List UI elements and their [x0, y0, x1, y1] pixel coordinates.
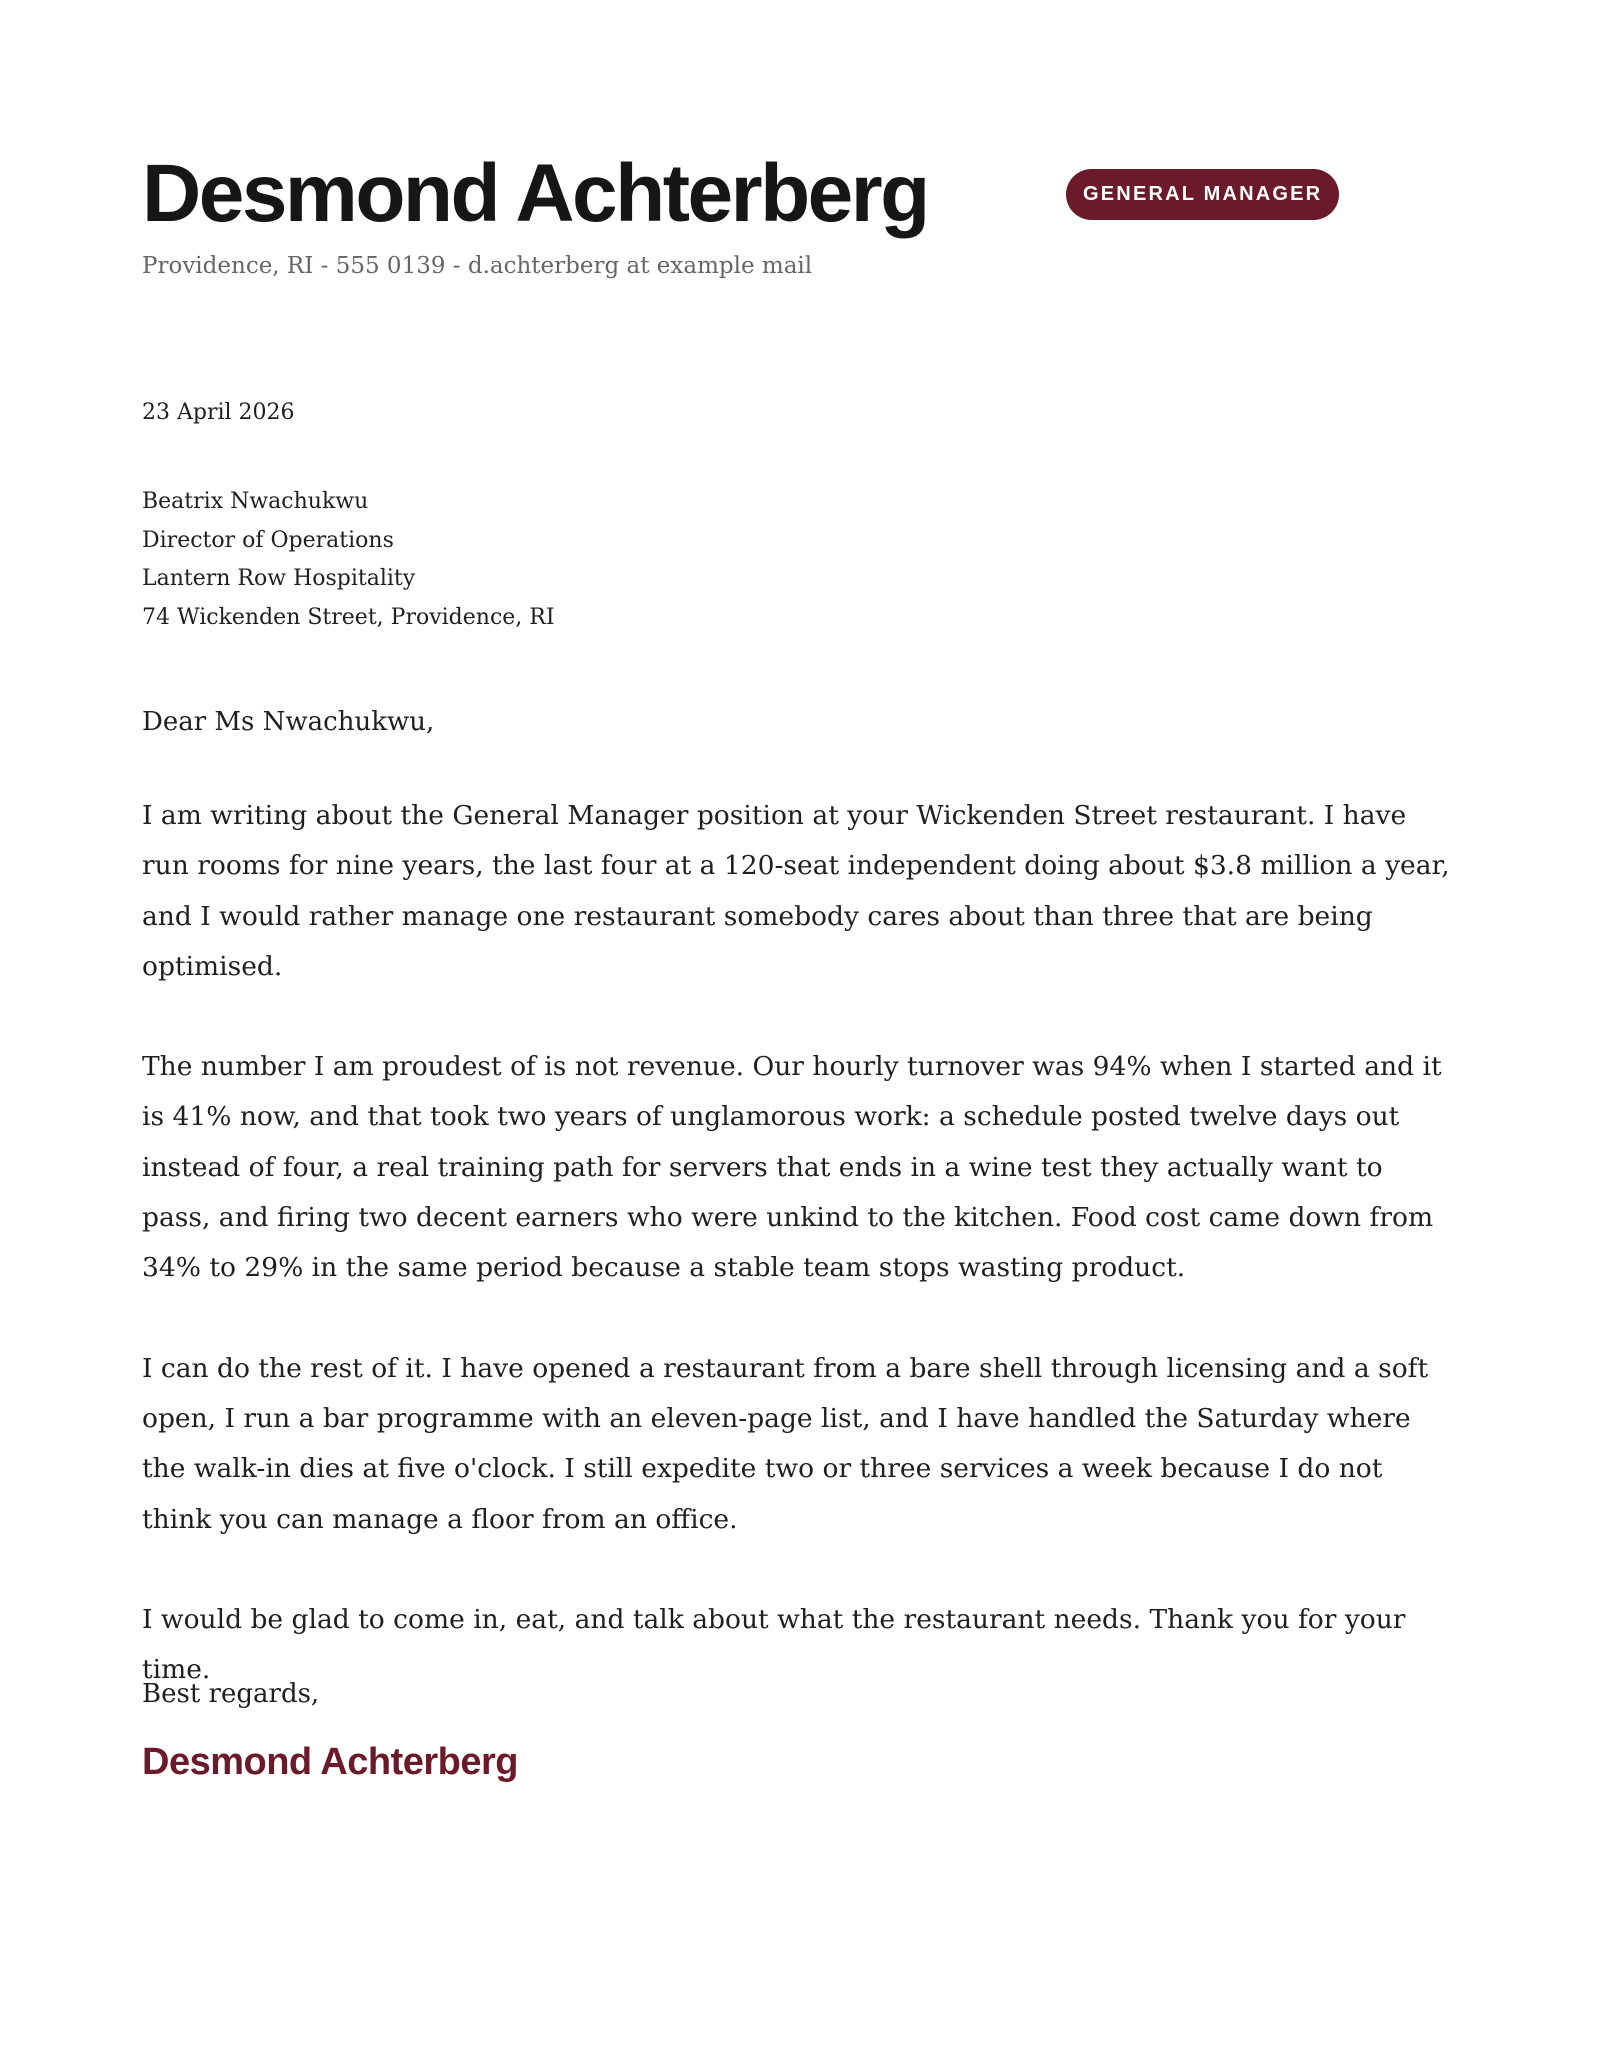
body-paragraph: I can do the rest of it. I have opened a restaurant from a bare shell through licensing and a soft open, I run a bar programme with an eleven-page list, and I have handled the Saturday where the walk-in dies at five o'clock. I still expedite two or three services a week because I do not think you can manage a floor from an office.	[142, 1352, 1429, 1535]
letter-header	[142, 0, 1458, 290]
signature: Desmond Achterberg	[142, 1741, 518, 1783]
recipient-block	[142, 483, 555, 637]
salutation: Dear Ms Nwachukwu,	[142, 707, 435, 737]
body-paragraph: The number I am proudest of is not revenue. Our hourly turnover was 94% when I started and it is 41% now, and that took two years of unglamorous work: a schedule posted twelve days out instead of four, a real training path for servers that ends in a wine test they actually want to pass, and firing two decent earners who were unkind to the kitchen. Food cost came down from 34% to 29% in the same period because a stable team stops wasting product.	[142, 1051, 1442, 1284]
letter-body	[142, 791, 1458, 1745]
sender-name: Desmond Achterberg	[142, 148, 928, 239]
body-paragraph: I am writing about the General Manager position at your Wickenden Street restaurant. I have run rooms for nine years, the last four at a 120-seat independent doing about $3.8 million a year, and I would rather manage one restaurant somebody cares about than three that are being optimised.	[142, 800, 1450, 982]
letter-date: 23 April 2026	[142, 400, 295, 425]
role-badge: GENERAL MANAGER	[1066, 169, 1339, 220]
closing: Best regards,	[142, 1679, 320, 1709]
recipient-company: Lantern Row Hospitality	[142, 566, 416, 591]
cover-letter	[142, 0, 1458, 1783]
recipient-name: Beatrix Nwachukwu	[142, 489, 369, 514]
body-paragraph: I would be glad to come in, eat, and talk about what the restaurant needs. Thank you for your time.	[142, 1603, 1406, 1686]
recipient-address: 74 Wickenden Street, Providence, RI	[142, 604, 555, 630]
contact-line: Providence, RI - 555 0139 - d.achterberg at example mail	[142, 253, 813, 279]
recipient-title: Director of Operations	[142, 527, 394, 553]
